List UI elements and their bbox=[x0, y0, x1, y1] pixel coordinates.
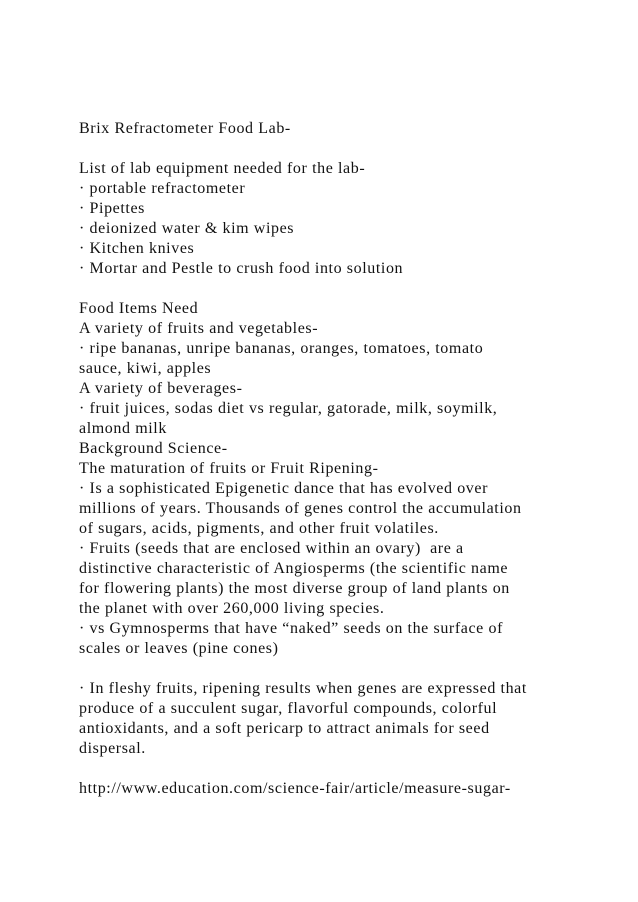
food-heading: Food Items Need bbox=[79, 300, 199, 317]
blank-line bbox=[79, 139, 624, 159]
ripening-line: of sugars, acids, pigments, and other fruit volatiles. bbox=[79, 520, 439, 537]
beverages-heading: A variety of beverages- bbox=[79, 380, 243, 397]
blank-line bbox=[79, 759, 624, 779]
fleshy-fruits-line: dispersal. bbox=[79, 740, 146, 757]
ripening-line: distinctive characteristic of Angiosperms (the scientific name bbox=[79, 560, 509, 577]
equipment-item: · portable refractometer bbox=[79, 180, 246, 197]
ripening-line: for flowering plants) the most diverse group of land plants on bbox=[79, 580, 510, 597]
document-title: Brix Refractometer Food Lab- bbox=[79, 120, 291, 137]
beverages-line: almond milk bbox=[79, 420, 167, 437]
ripening-line: scales or leaves (pine cones) bbox=[79, 640, 279, 657]
ripening-heading: The maturation of fruits or Fruit Ripening- bbox=[79, 460, 379, 477]
reference-url: http://www.education.com/science-fair/article/measure-sugar- bbox=[79, 780, 511, 797]
blank-line bbox=[79, 279, 624, 299]
background-heading: Background Science- bbox=[79, 440, 228, 457]
ripening-line: · vs Gymnosperms that have “naked” seeds on the surface of bbox=[79, 620, 504, 637]
equipment-item: · Kitchen knives bbox=[79, 240, 195, 257]
equipment-item: · deionized water & kim wipes bbox=[79, 220, 295, 237]
fruits-line: sauce, kiwi, apples bbox=[79, 360, 212, 377]
ripening-line: · Fruits (seeds that are enclosed within an ovary) are a bbox=[79, 540, 464, 557]
equipment-item: · Pipettes bbox=[79, 200, 145, 217]
ripening-line: · Is a sophisticated Epigenetic dance that has evolved over bbox=[79, 480, 489, 497]
equipment-heading: List of lab equipment needed for the lab- bbox=[79, 160, 366, 177]
ripening-line: the planet with over 260,000 living species. bbox=[79, 600, 385, 617]
fleshy-fruits-line: · In fleshy fruits, ripening results when genes are expressed that bbox=[79, 680, 527, 697]
ripening-line: millions of years. Thousands of genes control the accumulation bbox=[79, 500, 522, 517]
fleshy-fruits-line: produce of a succulent sugar, flavorful compounds, colorful bbox=[79, 700, 498, 717]
fruits-heading: A variety of fruits and vegetables- bbox=[79, 320, 319, 337]
document-body bbox=[79, 119, 624, 799]
fleshy-fruits-line: antioxidants, and a soft pericarp to attract animals for seed bbox=[79, 720, 490, 737]
fruits-line: · ripe bananas, unripe bananas, oranges, tomatoes, tomato bbox=[79, 340, 484, 357]
blank-line bbox=[79, 659, 624, 679]
equipment-item: · Mortar and Pestle to crush food into solution bbox=[79, 260, 404, 277]
beverages-line: · fruit juices, sodas diet vs regular, gatorade, milk, soymilk, bbox=[79, 400, 498, 417]
